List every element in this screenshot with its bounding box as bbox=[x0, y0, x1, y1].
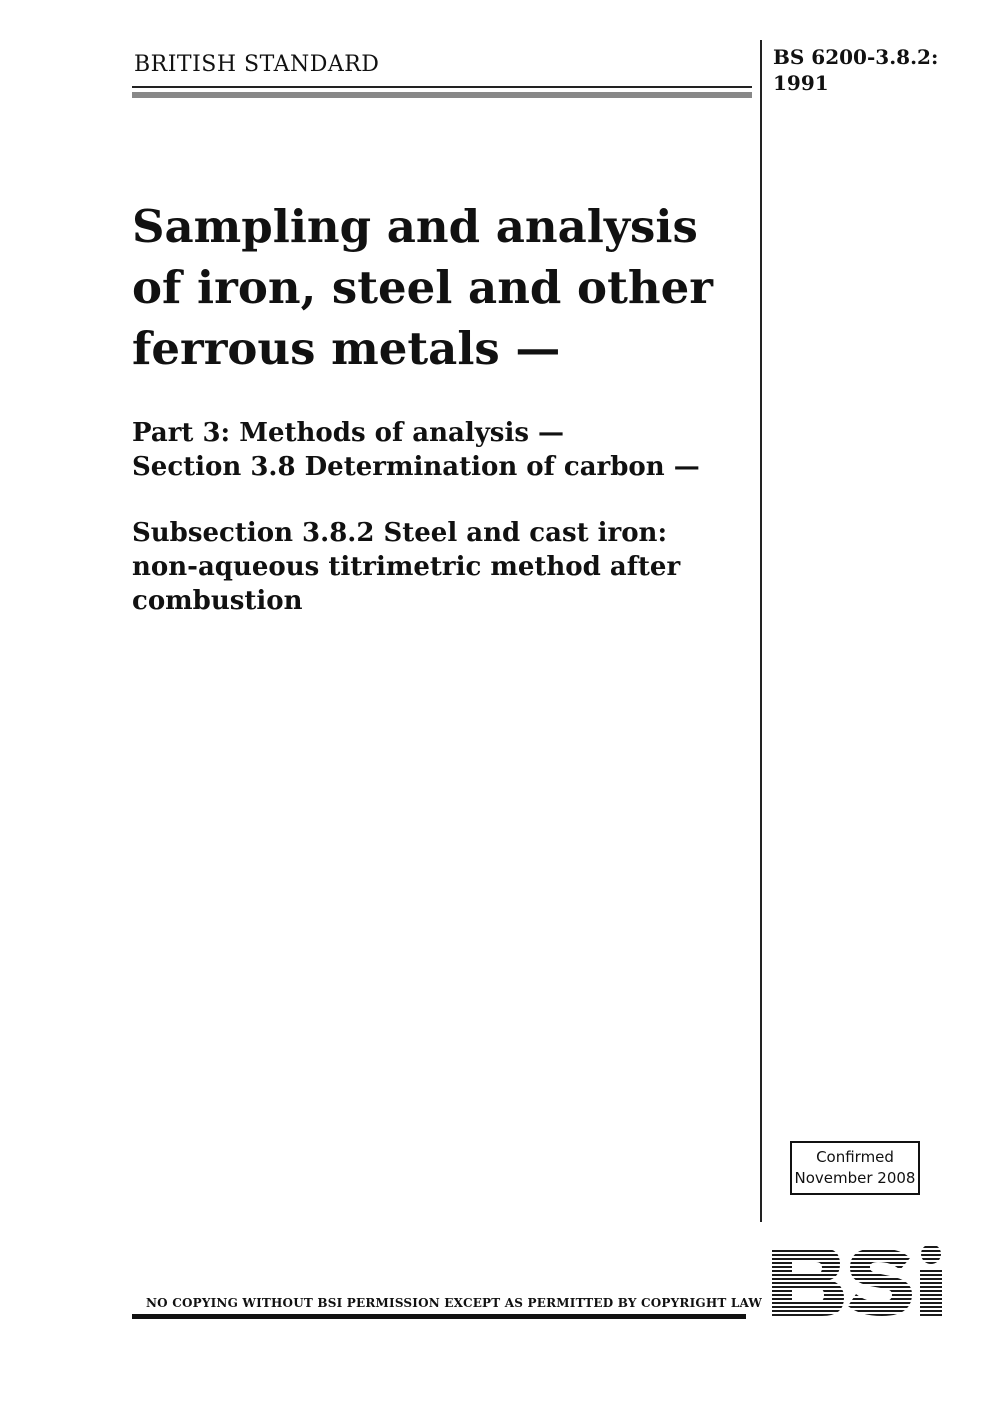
standard-number-line-2: 1991 bbox=[773, 71, 829, 95]
column-divider bbox=[760, 40, 762, 1222]
confirmation-line-2: November 2008 bbox=[794, 1169, 916, 1187]
footer-rule bbox=[132, 1314, 746, 1319]
subsection-line-1: Subsection 3.8.2 Steel and cast iron: bbox=[132, 518, 668, 548]
standard-number bbox=[773, 44, 938, 96]
subsection-line-3: combustion bbox=[132, 586, 303, 616]
document-series-label: BRITISH STANDARD bbox=[134, 52, 380, 77]
standard-number-line-1: BS 6200-3.8.2: bbox=[773, 45, 939, 69]
title-line-2: of iron, steel and other bbox=[132, 261, 713, 314]
confirmation-line-1: Confirmed bbox=[816, 1148, 894, 1166]
title-line-3: ferrous metals — bbox=[132, 322, 561, 375]
part-section-title bbox=[132, 416, 752, 484]
bsi-logo bbox=[770, 1242, 946, 1322]
document-title bbox=[132, 196, 742, 379]
header-rule-thick bbox=[132, 92, 752, 98]
header-rule-thin bbox=[132, 86, 752, 88]
part-line-2: Section 3.8 Determination of carbon — bbox=[132, 452, 700, 482]
bsi-logo-text: BSi bbox=[770, 1242, 772, 1243]
confirmation-stamp bbox=[790, 1141, 920, 1195]
subsection-line-2: non-aqueous titrimetric method after bbox=[132, 552, 681, 582]
title-line-1: Sampling and analysis bbox=[132, 200, 698, 253]
copyright-notice: NO COPYING WITHOUT BSI PERMISSION EXCEPT AS PERMITTED BY COPYRIGHT LAW bbox=[146, 1296, 763, 1310]
subsection-title bbox=[132, 516, 752, 618]
part-line-1: Part 3: Methods of analysis — bbox=[132, 418, 565, 448]
